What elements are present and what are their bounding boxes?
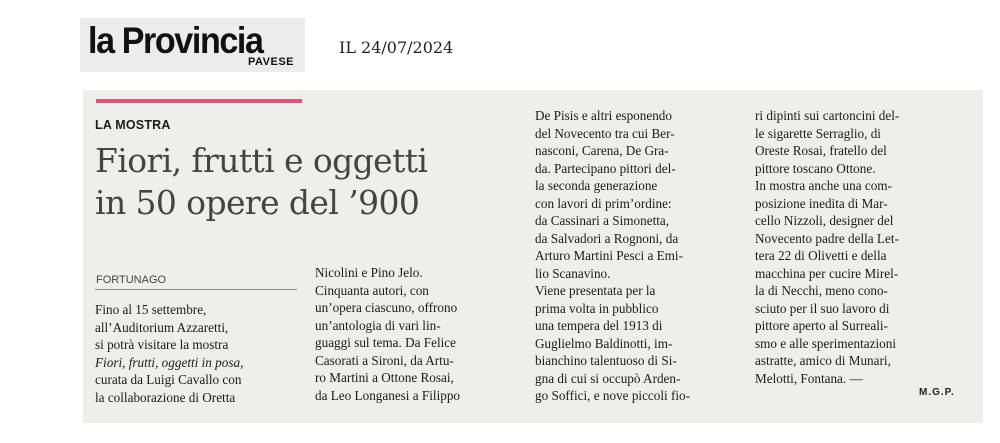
text-line: tera 22 di Olivetti e della bbox=[755, 248, 887, 263]
article-column-2 bbox=[315, 264, 518, 404]
text-line: la di Necchi, meno cono- bbox=[755, 283, 888, 298]
text-line: da Leo Longanesi a Filippo bbox=[315, 387, 461, 403]
article-headline bbox=[95, 140, 495, 224]
article-column-1 bbox=[95, 301, 297, 406]
headline-line: Fiori, frutti e oggetti bbox=[95, 141, 428, 180]
article-column-3 bbox=[535, 107, 740, 405]
text-line: In mostra anche una com- bbox=[755, 178, 892, 193]
text-line: Melotti, Fontana. — bbox=[755, 370, 863, 386]
newspaper-logo-subtitle: PAVESE bbox=[248, 56, 294, 68]
text-line: De Pisis e altri esponendo bbox=[535, 108, 672, 123]
headline-line: in 50 opere del ’900 bbox=[95, 183, 420, 222]
text-line: un’antologia di vari lin- bbox=[315, 317, 441, 333]
text-line: cello Nizzoli, designer del bbox=[755, 213, 894, 228]
text-line: prima volta in pubblico bbox=[535, 300, 659, 316]
text-line: Fiori, frutti, oggetti in posa, bbox=[95, 354, 244, 370]
text-line: pittore toscano Ottone. bbox=[755, 160, 876, 176]
text-line: con lavori di prim’ordine: bbox=[535, 195, 672, 211]
text-line: una tempera del 1913 di bbox=[535, 318, 663, 333]
text-line: un’opera ciascuno, offrono bbox=[315, 300, 458, 315]
article-kicker: LA MOSTRA bbox=[95, 118, 171, 132]
byline-divider bbox=[95, 289, 297, 290]
text-line: le sigarette Serraglio, di bbox=[755, 125, 881, 141]
publication-date: IL 24/07/2024 bbox=[339, 38, 454, 57]
text-line: smo e alle sperimentazioni bbox=[755, 335, 896, 351]
article-clipping bbox=[83, 90, 983, 423]
text-line: ri dipinti sui cartoncini del- bbox=[755, 108, 900, 123]
text-line: Viene presentata per la bbox=[535, 283, 656, 298]
text-line: guaggi sul tema. Da Felice bbox=[315, 335, 456, 350]
text-line: Fino al 15 settembre, bbox=[95, 302, 207, 317]
article-byline: FORTUNAGO bbox=[96, 274, 167, 286]
text-line: pittore aperto al Surreali- bbox=[755, 318, 888, 333]
text-line: Nicolini e Pino Jelo. bbox=[315, 265, 423, 280]
text-line: Guglielmo Baldinotti, im- bbox=[535, 335, 673, 351]
text-line: sciuto per il suo lavoro di bbox=[755, 300, 890, 316]
text-line: la seconda generazione bbox=[535, 178, 658, 193]
text-line: macchina per cucire Mirel- bbox=[755, 265, 899, 281]
text-line: del Novecento tra cui Ber- bbox=[535, 125, 675, 141]
text-line: nasconi, Carena, De Gra- bbox=[535, 143, 669, 158]
text-line: la collaborazione di Oretta bbox=[95, 389, 236, 405]
text-line: Oreste Rosai, fratello del bbox=[755, 143, 887, 158]
newspaper-masthead bbox=[80, 18, 305, 72]
text-line: posizione inedita di Mar- bbox=[755, 195, 888, 211]
text-line: da Salvadori a Rognoni, da bbox=[535, 230, 679, 246]
text-line: da. Partecipano pittori del- bbox=[535, 160, 676, 176]
text-line: gna di cui si occupò Arden- bbox=[535, 370, 681, 386]
newspaper-logo: la Provincia bbox=[88, 20, 263, 61]
text-line: go Soffici, e nove piccoli fio- bbox=[535, 388, 691, 403]
text-line: Casorati a Sironi, da Artu- bbox=[315, 352, 454, 368]
text-line: Cinquanta autori, con bbox=[315, 282, 429, 298]
text-line: Novecento padre della Let- bbox=[755, 230, 899, 246]
text-line: si potrà visitare la mostra bbox=[95, 337, 229, 352]
text-line: all’Auditorium Azzaretti, bbox=[95, 319, 229, 335]
section-accent-bar bbox=[96, 99, 302, 103]
article-column-4 bbox=[755, 107, 963, 387]
text-line: curata da Luigi Cavallo con bbox=[95, 372, 242, 387]
text-line: lio Scanavino. bbox=[535, 265, 611, 281]
text-line: bianchino talentuoso di Si- bbox=[535, 353, 677, 368]
text-line: da Cassinari a Simonetta, bbox=[535, 213, 670, 228]
text-line: astratte, amico di Munari, bbox=[755, 353, 891, 368]
text-line: ro Martini a Ottone Rosai, bbox=[315, 370, 454, 385]
text-line: Arturo Martini Pesci a Emi- bbox=[535, 248, 683, 263]
author-signature: M.G.P. bbox=[919, 387, 955, 398]
